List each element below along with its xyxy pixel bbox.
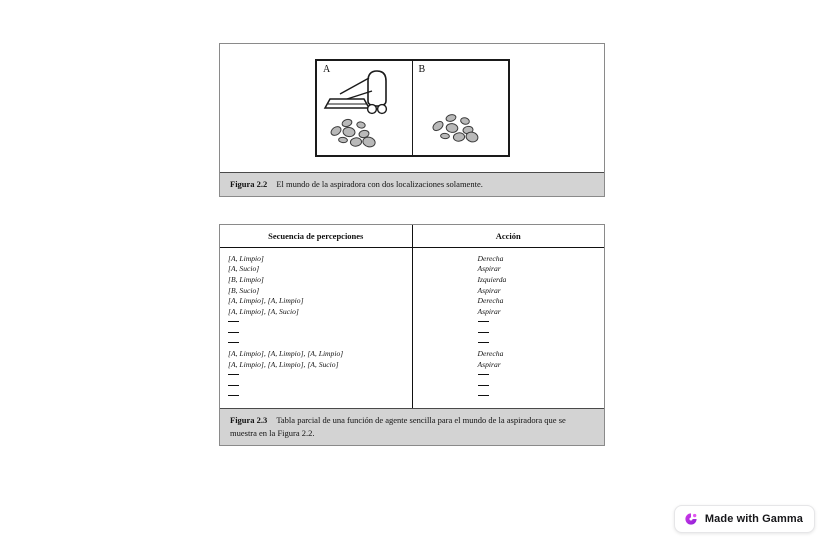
cell-action: Derecha — [412, 348, 604, 359]
ellipsis-dash-mark — [228, 374, 239, 375]
room-a-label: A — [323, 64, 331, 75]
room-b-label: B — [418, 64, 426, 75]
figure-2-2-caption-label: Figura 2.2 — [230, 179, 268, 189]
cell-action — [412, 327, 604, 338]
figure-2-3-caption-label: Figura 2.3 — [230, 415, 268, 426]
table-row — [220, 274, 604, 285]
cell-percept-sequence: [A, Limpio], [A, Limpio], [A, Limpio] — [228, 349, 344, 359]
table-row — [220, 306, 604, 317]
ellipsis-dash-mark — [478, 332, 489, 333]
cell-percept-sequence: [B, Sucio] — [228, 285, 260, 295]
cell-action — [412, 317, 604, 328]
cell-percept-sequence: [A, Limpio], [A, Limpio], [A, Sucio] — [228, 359, 339, 369]
made-with-gamma-label: Made with Gamma — [704, 513, 803, 525]
cell-action — [412, 338, 604, 349]
made-with-gamma-badge[interactable] — [674, 505, 815, 533]
ellipsis-dash-mark — [228, 395, 239, 396]
agent-function-table — [220, 225, 604, 408]
ellipsis-dash-mark — [228, 342, 239, 343]
vacuum-world-illustration — [220, 44, 604, 172]
figure-2-2-caption — [220, 172, 604, 196]
cell-percept-sequence — [220, 338, 412, 349]
cell-action: Aspirar — [412, 359, 604, 370]
table-row — [220, 295, 604, 306]
agent-table-head — [220, 225, 604, 248]
cell-percept-sequence: [B, Limpio] — [228, 274, 264, 284]
figure-2-3-block — [219, 224, 605, 446]
room-a-contents-icon — [317, 61, 413, 155]
cell-action — [412, 370, 604, 381]
figure-2-3-caption-text: Tabla parcial de una función de agente sencilla para el mundo de la aspiradora que se muestra en la Figura 2.2. — [230, 415, 566, 438]
cell-action: Aspirar — [412, 306, 604, 317]
ellipsis-dash-mark — [228, 321, 239, 322]
cell-action: Derecha — [412, 248, 604, 264]
vacuum-world-frame — [315, 59, 510, 157]
cell-action: Aspirar — [412, 285, 604, 296]
cell-percept-sequence — [220, 370, 412, 381]
cell-action: Aspirar — [412, 264, 604, 275]
cell-action: Izquierda — [412, 274, 604, 285]
ellipsis-dash-mark — [228, 332, 239, 333]
cell-percept-sequence — [220, 327, 412, 338]
table-row — [220, 380, 604, 391]
figure-2-2-caption-text: El mundo de la aspiradora con dos localizaciones solamente. — [276, 179, 483, 189]
cell-percept-sequence: [A, Limpio], [A, Limpio] — [228, 296, 304, 306]
table-row — [220, 264, 604, 275]
ellipsis-dash-mark — [228, 385, 239, 386]
table-header-row — [220, 225, 604, 248]
agent-table-body — [220, 248, 604, 409]
column-header-action: Acción — [412, 225, 604, 248]
room-b — [413, 61, 509, 155]
table-row — [220, 348, 604, 359]
cell-percept-sequence: [A, Limpio], [A, Sucio] — [228, 306, 299, 316]
room-a — [317, 61, 413, 155]
table-row — [220, 327, 604, 338]
room-b-contents-icon — [413, 61, 509, 155]
figure-2-3-caption — [220, 408, 604, 445]
table-row — [220, 391, 604, 409]
table-row — [220, 285, 604, 296]
table-row — [220, 248, 604, 264]
ellipsis-dash-mark — [478, 321, 489, 322]
table-row — [220, 317, 604, 328]
ellipsis-dash-mark — [478, 385, 489, 386]
ellipsis-dash-mark — [478, 395, 489, 396]
table-row — [220, 359, 604, 370]
ellipsis-dash-mark — [478, 342, 489, 343]
gamma-logo-icon — [684, 512, 698, 526]
ellipsis-dash-mark — [478, 374, 489, 375]
cell-percept-sequence — [220, 317, 412, 328]
table-row — [220, 338, 604, 349]
cell-percept-sequence — [220, 380, 412, 391]
cell-action — [412, 380, 604, 391]
table-row — [220, 370, 604, 381]
cell-action — [412, 391, 604, 409]
cell-percept-sequence: [A, Sucio] — [228, 264, 260, 274]
cell-percept-sequence — [220, 391, 412, 409]
cell-action: Derecha — [412, 295, 604, 306]
column-header-percept-sequence: Secuencia de percepciones — [220, 225, 412, 248]
figure-2-2-block — [219, 43, 605, 197]
cell-percept-sequence: [A, Limpio] — [228, 253, 264, 263]
